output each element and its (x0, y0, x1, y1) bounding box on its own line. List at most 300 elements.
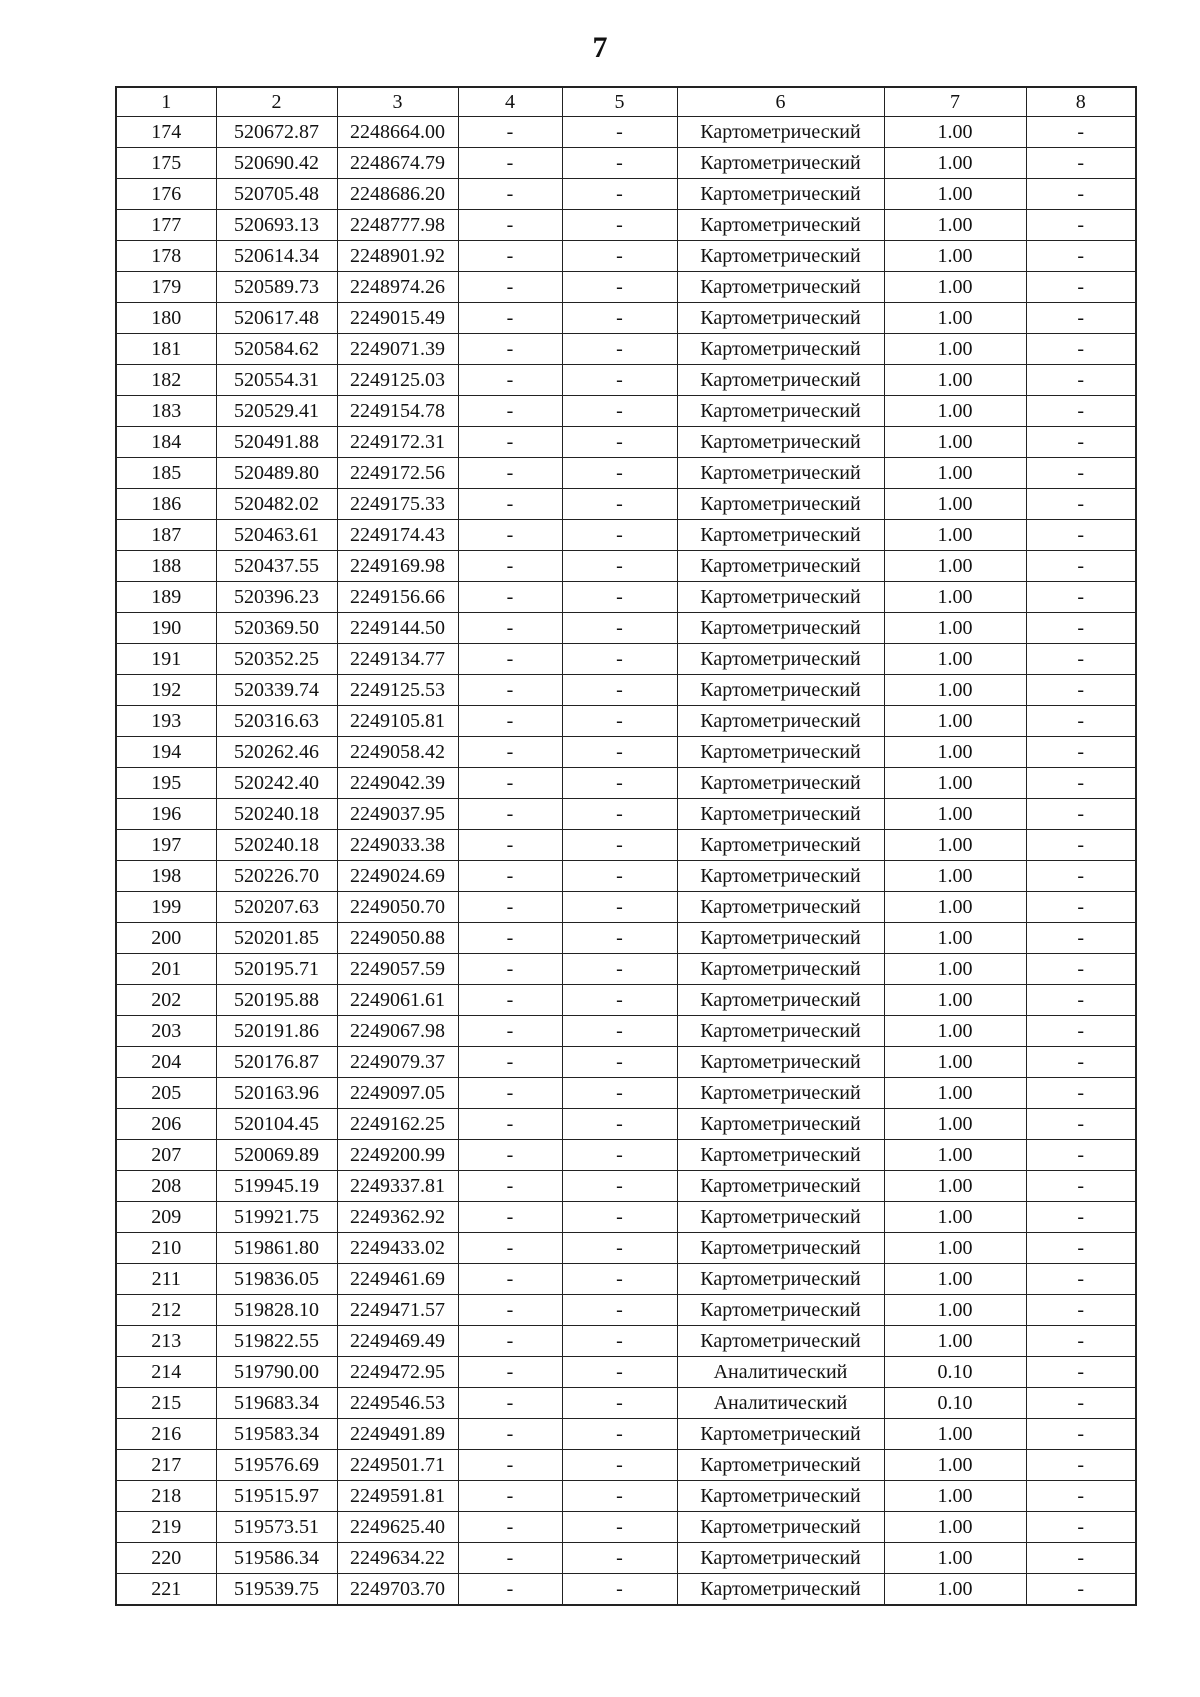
column-5-cell: - (562, 241, 677, 272)
y-coordinate-cell: 2249015.49 (337, 303, 458, 334)
column-8-cell: - (1026, 737, 1136, 768)
column-5-cell: - (562, 954, 677, 985)
point-number-cell: 198 (116, 861, 216, 892)
table-row (116, 985, 1136, 1016)
column-8-cell: - (1026, 1109, 1136, 1140)
column-8-cell: - (1026, 1450, 1136, 1481)
x-coordinate-cell: 520693.13 (216, 210, 337, 241)
y-coordinate-cell: 2249058.42 (337, 737, 458, 768)
table-row (116, 210, 1136, 241)
method-cell: Картометрический (677, 1233, 884, 1264)
accuracy-cell: 1.00 (884, 861, 1026, 892)
column-8-cell: - (1026, 861, 1136, 892)
y-coordinate-cell: 2249625.40 (337, 1512, 458, 1543)
method-cell: Картометрический (677, 1419, 884, 1450)
column-5-cell: - (562, 1419, 677, 1450)
point-number-cell: 202 (116, 985, 216, 1016)
y-coordinate-cell: 2249472.95 (337, 1357, 458, 1388)
table-row (116, 241, 1136, 272)
x-coordinate-cell: 520705.48 (216, 179, 337, 210)
column-header: 7 (884, 87, 1026, 117)
column-8-cell: - (1026, 1233, 1136, 1264)
column-8-cell: - (1026, 427, 1136, 458)
table-row (116, 861, 1136, 892)
table-row (116, 1140, 1136, 1171)
column-5-cell: - (562, 923, 677, 954)
accuracy-cell: 1.00 (884, 1047, 1026, 1078)
column-8-cell: - (1026, 1543, 1136, 1574)
y-coordinate-cell: 2248777.98 (337, 210, 458, 241)
method-cell: Картометрический (677, 830, 884, 861)
y-coordinate-cell: 2249337.81 (337, 1171, 458, 1202)
accuracy-cell: 1.00 (884, 1171, 1026, 1202)
point-number-cell: 203 (116, 1016, 216, 1047)
x-coordinate-cell: 520482.02 (216, 489, 337, 520)
column-4-cell: - (458, 1047, 562, 1078)
table-row (116, 179, 1136, 210)
method-cell: Картометрический (677, 861, 884, 892)
column-8-cell: - (1026, 954, 1136, 985)
x-coordinate-cell: 519861.80 (216, 1233, 337, 1264)
x-coordinate-cell: 519586.34 (216, 1543, 337, 1574)
column-4-cell: - (458, 1357, 562, 1388)
table-row (116, 799, 1136, 830)
accuracy-cell: 1.00 (884, 613, 1026, 644)
y-coordinate-cell: 2249471.57 (337, 1295, 458, 1326)
column-5-cell: - (562, 489, 677, 520)
column-4-cell: - (458, 1109, 562, 1140)
x-coordinate-cell: 519583.34 (216, 1419, 337, 1450)
method-cell: Картометрический (677, 954, 884, 985)
table-row (116, 1078, 1136, 1109)
method-cell: Картометрический (677, 1450, 884, 1481)
method-cell: Картометрический (677, 1171, 884, 1202)
method-cell: Картометрический (677, 737, 884, 768)
method-cell: Картометрический (677, 1016, 884, 1047)
y-coordinate-cell: 2249433.02 (337, 1233, 458, 1264)
column-5-cell: - (562, 458, 677, 489)
y-coordinate-cell: 2249703.70 (337, 1574, 458, 1606)
table-row (116, 117, 1136, 148)
column-8-cell: - (1026, 675, 1136, 706)
column-4-cell: - (458, 396, 562, 427)
accuracy-cell: 0.10 (884, 1357, 1026, 1388)
point-number-cell: 204 (116, 1047, 216, 1078)
table-row (116, 1512, 1136, 1543)
point-number-cell: 174 (116, 117, 216, 148)
column-8-cell: - (1026, 799, 1136, 830)
column-5-cell: - (562, 272, 677, 303)
column-4-cell: - (458, 1264, 562, 1295)
point-number-cell: 176 (116, 179, 216, 210)
x-coordinate-cell: 519683.34 (216, 1388, 337, 1419)
column-5-cell: - (562, 1047, 677, 1078)
column-5-cell: - (562, 1078, 677, 1109)
method-cell: Картометрический (677, 644, 884, 675)
column-8-cell: - (1026, 1171, 1136, 1202)
column-8-cell: - (1026, 117, 1136, 148)
column-8-cell: - (1026, 1202, 1136, 1233)
point-number-cell: 178 (116, 241, 216, 272)
x-coordinate-cell: 520226.70 (216, 861, 337, 892)
accuracy-cell: 0.10 (884, 1388, 1026, 1419)
point-number-cell: 207 (116, 1140, 216, 1171)
column-8-cell: - (1026, 1295, 1136, 1326)
column-8-cell: - (1026, 148, 1136, 179)
accuracy-cell: 1.00 (884, 1543, 1026, 1574)
y-coordinate-cell: 2249079.37 (337, 1047, 458, 1078)
column-5-cell: - (562, 861, 677, 892)
column-8-cell: - (1026, 1419, 1136, 1450)
point-number-cell: 201 (116, 954, 216, 985)
y-coordinate-cell: 2249050.70 (337, 892, 458, 923)
column-5-cell: - (562, 1326, 677, 1357)
column-8-cell: - (1026, 1481, 1136, 1512)
method-cell: Картометрический (677, 396, 884, 427)
x-coordinate-cell: 520617.48 (216, 303, 337, 334)
table-row (116, 1109, 1136, 1140)
table-row (116, 737, 1136, 768)
column-5-cell: - (562, 303, 677, 334)
method-cell: Картометрический (677, 551, 884, 582)
column-5-cell: - (562, 1109, 677, 1140)
y-coordinate-cell: 2249024.69 (337, 861, 458, 892)
accuracy-cell: 1.00 (884, 582, 1026, 613)
method-cell: Картометрический (677, 365, 884, 396)
y-coordinate-cell: 2249172.56 (337, 458, 458, 489)
column-4-cell: - (458, 861, 562, 892)
point-number-cell: 214 (116, 1357, 216, 1388)
accuracy-cell: 1.00 (884, 427, 1026, 458)
y-coordinate-cell: 2249591.81 (337, 1481, 458, 1512)
table-row (116, 365, 1136, 396)
column-header: 8 (1026, 87, 1136, 117)
accuracy-cell: 1.00 (884, 1512, 1026, 1543)
table-row (116, 334, 1136, 365)
column-5-cell: - (562, 334, 677, 365)
accuracy-cell: 1.00 (884, 1481, 1026, 1512)
column-4-cell: - (458, 1295, 562, 1326)
accuracy-cell: 1.00 (884, 675, 1026, 706)
accuracy-cell: 1.00 (884, 1109, 1026, 1140)
x-coordinate-cell: 520672.87 (216, 117, 337, 148)
x-coordinate-cell: 520207.63 (216, 892, 337, 923)
accuracy-cell: 1.00 (884, 551, 1026, 582)
y-coordinate-cell: 2249362.92 (337, 1202, 458, 1233)
column-5-cell: - (562, 148, 677, 179)
method-cell: Картометрический (677, 489, 884, 520)
column-5-cell: - (562, 830, 677, 861)
y-coordinate-cell: 2249154.78 (337, 396, 458, 427)
y-coordinate-cell: 2249144.50 (337, 613, 458, 644)
x-coordinate-cell: 520339.74 (216, 675, 337, 706)
point-number-cell: 215 (116, 1388, 216, 1419)
method-cell: Картометрический (677, 1109, 884, 1140)
method-cell: Картометрический (677, 272, 884, 303)
method-cell: Картометрический (677, 1574, 884, 1606)
x-coordinate-cell: 520463.61 (216, 520, 337, 551)
column-4-cell: - (458, 1326, 562, 1357)
accuracy-cell: 1.00 (884, 985, 1026, 1016)
method-cell: Картометрический (677, 768, 884, 799)
y-coordinate-cell: 2249501.71 (337, 1450, 458, 1481)
point-number-cell: 192 (116, 675, 216, 706)
point-number-cell: 197 (116, 830, 216, 861)
accuracy-cell: 1.00 (884, 892, 1026, 923)
column-5-cell: - (562, 1450, 677, 1481)
y-coordinate-cell: 2249097.05 (337, 1078, 458, 1109)
method-cell: Картометрический (677, 706, 884, 737)
method-cell: Аналитический (677, 1388, 884, 1419)
table-row (116, 892, 1136, 923)
column-4-cell: - (458, 768, 562, 799)
table-row (116, 148, 1136, 179)
column-4-cell: - (458, 148, 562, 179)
column-5-cell: - (562, 1171, 677, 1202)
method-cell: Картометрический (677, 117, 884, 148)
y-coordinate-cell: 2248674.79 (337, 148, 458, 179)
y-coordinate-cell: 2248901.92 (337, 241, 458, 272)
column-8-cell: - (1026, 613, 1136, 644)
method-cell: Картометрический (677, 799, 884, 830)
column-5-cell: - (562, 396, 677, 427)
method-cell: Картометрический (677, 303, 884, 334)
column-5-cell: - (562, 1016, 677, 1047)
table-row (116, 1264, 1136, 1295)
column-5-cell: - (562, 985, 677, 1016)
column-5-cell: - (562, 1357, 677, 1388)
x-coordinate-cell: 519515.97 (216, 1481, 337, 1512)
column-4-cell: - (458, 1512, 562, 1543)
point-number-cell: 189 (116, 582, 216, 613)
column-header: 1 (116, 87, 216, 117)
y-coordinate-cell: 2249172.31 (337, 427, 458, 458)
table-row (116, 489, 1136, 520)
table-row (116, 1047, 1136, 1078)
column-4-cell: - (458, 1481, 562, 1512)
column-5-cell: - (562, 1388, 677, 1419)
x-coordinate-cell: 519573.51 (216, 1512, 337, 1543)
point-number-cell: 181 (116, 334, 216, 365)
table-row (116, 644, 1136, 675)
accuracy-cell: 1.00 (884, 644, 1026, 675)
point-number-cell: 191 (116, 644, 216, 675)
column-4-cell: - (458, 272, 562, 303)
column-8-cell: - (1026, 303, 1136, 334)
accuracy-cell: 1.00 (884, 1078, 1026, 1109)
x-coordinate-cell: 520176.87 (216, 1047, 337, 1078)
column-8-cell: - (1026, 365, 1136, 396)
x-coordinate-cell: 520589.73 (216, 272, 337, 303)
column-8-cell: - (1026, 706, 1136, 737)
y-coordinate-cell: 2249469.49 (337, 1326, 458, 1357)
x-coordinate-cell: 519828.10 (216, 1295, 337, 1326)
column-8-cell: - (1026, 179, 1136, 210)
column-5-cell: - (562, 1512, 677, 1543)
column-8-cell: - (1026, 489, 1136, 520)
column-4-cell: - (458, 1574, 562, 1606)
column-4-cell: - (458, 179, 562, 210)
column-5-cell: - (562, 768, 677, 799)
x-coordinate-cell: 520690.42 (216, 148, 337, 179)
y-coordinate-cell: 2249105.81 (337, 706, 458, 737)
column-8-cell: - (1026, 334, 1136, 365)
column-8-cell: - (1026, 1326, 1136, 1357)
y-coordinate-cell: 2249156.66 (337, 582, 458, 613)
table-row (116, 768, 1136, 799)
table-row (116, 830, 1136, 861)
column-5-cell: - (562, 1543, 677, 1574)
column-5-cell: - (562, 1295, 677, 1326)
accuracy-cell: 1.00 (884, 458, 1026, 489)
point-number-cell: 187 (116, 520, 216, 551)
column-4-cell: - (458, 613, 562, 644)
point-number-cell: 177 (116, 210, 216, 241)
column-8-cell: - (1026, 1047, 1136, 1078)
table-row (116, 613, 1136, 644)
method-cell: Картометрический (677, 210, 884, 241)
y-coordinate-cell: 2248664.00 (337, 117, 458, 148)
x-coordinate-cell: 520554.31 (216, 365, 337, 396)
table-row (116, 551, 1136, 582)
y-coordinate-cell: 2249067.98 (337, 1016, 458, 1047)
accuracy-cell: 1.00 (884, 179, 1026, 210)
method-cell: Картометрический (677, 613, 884, 644)
table-row (116, 1481, 1136, 1512)
method-cell: Картометрический (677, 1047, 884, 1078)
y-coordinate-cell: 2249125.53 (337, 675, 458, 706)
table-body (116, 117, 1136, 1606)
point-number-cell: 196 (116, 799, 216, 830)
x-coordinate-cell: 520437.55 (216, 551, 337, 582)
column-5-cell: - (562, 1202, 677, 1233)
x-coordinate-cell: 519836.05 (216, 1264, 337, 1295)
accuracy-cell: 1.00 (884, 799, 1026, 830)
accuracy-cell: 1.00 (884, 830, 1026, 861)
column-4-cell: - (458, 582, 562, 613)
column-4-cell: - (458, 985, 562, 1016)
column-5-cell: - (562, 1233, 677, 1264)
accuracy-cell: 1.00 (884, 1574, 1026, 1606)
table-row (116, 1574, 1136, 1606)
x-coordinate-cell: 520104.45 (216, 1109, 337, 1140)
point-number-cell: 193 (116, 706, 216, 737)
accuracy-cell: 1.00 (884, 1295, 1026, 1326)
point-number-cell: 199 (116, 892, 216, 923)
y-coordinate-cell: 2249634.22 (337, 1543, 458, 1574)
column-4-cell: - (458, 923, 562, 954)
x-coordinate-cell: 519921.75 (216, 1202, 337, 1233)
column-5-cell: - (562, 551, 677, 582)
point-number-cell: 208 (116, 1171, 216, 1202)
y-coordinate-cell: 2248974.26 (337, 272, 458, 303)
coordinates-table (115, 86, 1137, 1606)
column-5-cell: - (562, 582, 677, 613)
column-8-cell: - (1026, 1078, 1136, 1109)
column-4-cell: - (458, 520, 562, 551)
table-row (116, 1295, 1136, 1326)
method-cell: Картометрический (677, 1078, 884, 1109)
column-5-cell: - (562, 365, 677, 396)
table-row (116, 1419, 1136, 1450)
point-number-cell: 185 (116, 458, 216, 489)
point-number-cell: 175 (116, 148, 216, 179)
x-coordinate-cell: 520195.71 (216, 954, 337, 985)
accuracy-cell: 1.00 (884, 365, 1026, 396)
column-4-cell: - (458, 334, 562, 365)
table-row (116, 272, 1136, 303)
point-number-cell: 194 (116, 737, 216, 768)
point-number-cell: 179 (116, 272, 216, 303)
column-4-cell: - (458, 954, 562, 985)
point-number-cell: 188 (116, 551, 216, 582)
table-header (116, 87, 1136, 117)
column-8-cell: - (1026, 1140, 1136, 1171)
table-row (116, 1202, 1136, 1233)
column-5-cell: - (562, 210, 677, 241)
accuracy-cell: 1.00 (884, 1140, 1026, 1171)
accuracy-cell: 1.00 (884, 489, 1026, 520)
y-coordinate-cell: 2249061.61 (337, 985, 458, 1016)
x-coordinate-cell: 520316.63 (216, 706, 337, 737)
accuracy-cell: 1.00 (884, 737, 1026, 768)
column-5-cell: - (562, 1264, 677, 1295)
y-coordinate-cell: 2249175.33 (337, 489, 458, 520)
column-4-cell: - (458, 1450, 562, 1481)
table-row (116, 675, 1136, 706)
method-cell: Картометрический (677, 923, 884, 954)
column-4-cell: - (458, 1078, 562, 1109)
x-coordinate-cell: 520163.96 (216, 1078, 337, 1109)
y-coordinate-cell: 2249050.88 (337, 923, 458, 954)
point-number-cell: 211 (116, 1264, 216, 1295)
x-coordinate-cell: 520191.86 (216, 1016, 337, 1047)
column-8-cell: - (1026, 768, 1136, 799)
table-row (116, 1233, 1136, 1264)
accuracy-cell: 1.00 (884, 210, 1026, 241)
accuracy-cell: 1.00 (884, 1233, 1026, 1264)
column-header: 4 (458, 87, 562, 117)
column-8-cell: - (1026, 458, 1136, 489)
x-coordinate-cell: 520069.89 (216, 1140, 337, 1171)
y-coordinate-cell: 2249546.53 (337, 1388, 458, 1419)
x-coordinate-cell: 520396.23 (216, 582, 337, 613)
x-coordinate-cell: 519539.75 (216, 1574, 337, 1606)
column-header: 6 (677, 87, 884, 117)
column-4-cell: - (458, 458, 562, 489)
column-8-cell: - (1026, 1264, 1136, 1295)
method-cell: Картометрический (677, 1481, 884, 1512)
column-4-cell: - (458, 117, 562, 148)
point-number-cell: 217 (116, 1450, 216, 1481)
x-coordinate-cell: 520489.80 (216, 458, 337, 489)
column-5-cell: - (562, 644, 677, 675)
accuracy-cell: 1.00 (884, 520, 1026, 551)
accuracy-cell: 1.00 (884, 334, 1026, 365)
accuracy-cell: 1.00 (884, 768, 1026, 799)
x-coordinate-cell: 520584.62 (216, 334, 337, 365)
column-header: 2 (216, 87, 337, 117)
column-4-cell: - (458, 1388, 562, 1419)
method-cell: Картометрический (677, 1140, 884, 1171)
method-cell: Картометрический (677, 427, 884, 458)
table-row (116, 303, 1136, 334)
table-row (116, 1326, 1136, 1357)
point-number-cell: 184 (116, 427, 216, 458)
method-cell: Аналитический (677, 1357, 884, 1388)
x-coordinate-cell: 520242.40 (216, 768, 337, 799)
point-number-cell: 219 (116, 1512, 216, 1543)
